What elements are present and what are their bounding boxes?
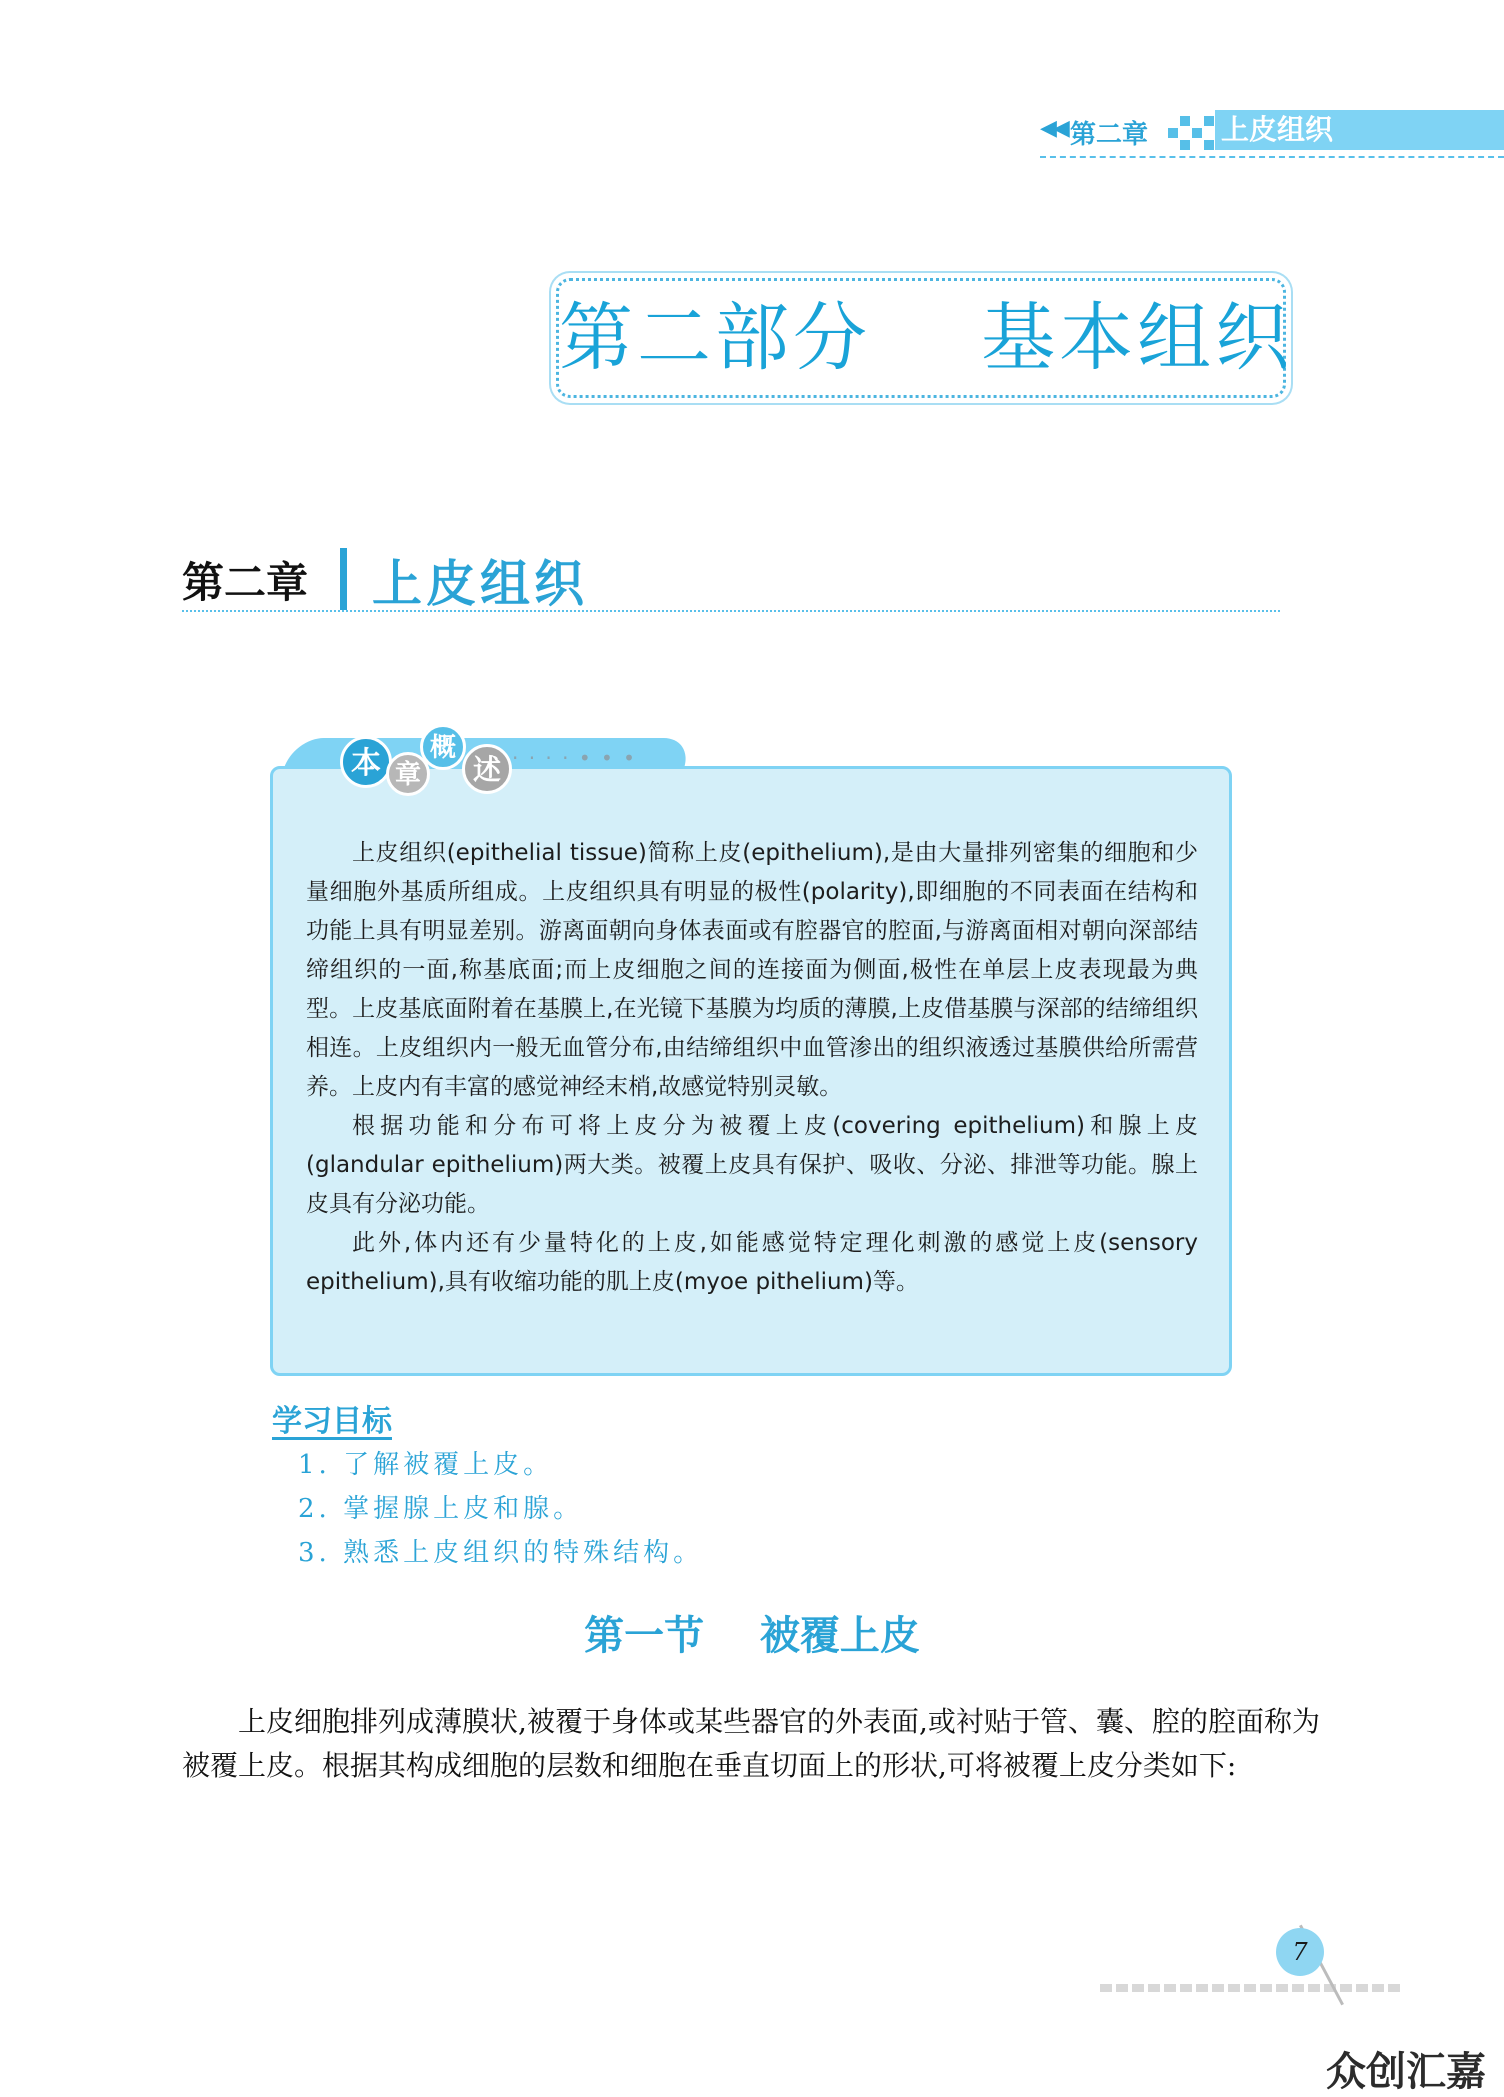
learning-goal-item: 1. 了解被覆上皮。: [298, 1450, 554, 1480]
section-body: [182, 1700, 1320, 1788]
body-paragraph: 上皮细胞排列成薄膜状,被覆于身体或某些器官的外表面,或衬贴于管、囊、腔的腔面称为被覆上皮。根据其构成细胞的层数和细胞在垂直切面上的形状,可将被覆上皮分类如下:: [182, 1705, 1320, 1782]
overview-dots-decoration: · · · · • • •: [512, 746, 637, 770]
chapter-rule: [182, 610, 1280, 612]
running-header-title: 上皮组织: [1221, 113, 1334, 146]
chapter-number: 第二章: [182, 558, 309, 607]
overview-badge: 本: [340, 736, 392, 788]
running-header-rule: [1040, 156, 1504, 158]
page-number: 7: [1292, 1938, 1308, 1966]
part-title-frame: [556, 278, 1294, 398]
overview-paragraph: 上皮组织(epithelial tissue)简称上皮(epithelium),是由大量排列密集的细胞和少量细胞外基质所组成。上皮组织具有明显的极性(polarity),即细胞的不同表面在结构和功能上具有明显差别。游离面朝向身体表面或有腔器官的腔面,与游离面相对朝向深部结缔组织的一面,称基底面;而上皮细胞之间的连接面为侧面,极性在单层上皮表现最为典型。上皮基底面附着在基膜上,在光镜下基膜为均质的薄膜,上皮借基膜与深部的结缔组织相连。上皮组织内一般无血管分布,由结缔组织中血管渗出的组织液透过基膜供给所需营养。上皮内有丰富的感觉神经末梢,故感觉特别灵敏。: [306, 840, 1198, 1100]
overview-text: [306, 834, 1198, 1302]
overview-badge: 述: [462, 744, 512, 794]
footer-dashed-bar: [1100, 1984, 1400, 1992]
running-header-bar: [1215, 110, 1504, 150]
learning-goal-item: 3. 熟悉上皮组织的特殊结构。: [298, 1538, 704, 1568]
overview-badge: 概: [420, 724, 466, 770]
overview-paragraph: 此外,体内还有少量特化的上皮,如能感觉特定理化刺激的感觉上皮(sensory epithelium),具有收缩功能的肌上皮(myoe pithelium)等。: [306, 1230, 1198, 1295]
part-title: 第二部分 基本组织: [559, 295, 1294, 381]
running-header-chapter: 第二章: [1070, 120, 1149, 150]
chapter-divider-bar: [340, 548, 347, 610]
page-number-badge: [1276, 1928, 1324, 1976]
learning-goal-item: 2. 掌握腺上皮和腺。: [298, 1494, 584, 1524]
checker-decoration: [1168, 116, 1218, 150]
section-title: 第一节 被覆上皮: [584, 1613, 920, 1659]
learning-goals-heading: 学习目标: [272, 1404, 392, 1439]
chapter-title: 上皮组织: [372, 554, 588, 613]
overview-paragraph: 根据功能和分布可将上皮分为被覆上皮(covering epithelium)和腺上皮(glandular epithelium)两大类。被覆上皮具有保护、吸收、分泌、排泄等功能。腺上皮具有分泌功能。: [306, 1113, 1198, 1217]
watermark: 众创汇嘉: [1326, 2049, 1486, 2095]
overview-badge: 章: [386, 752, 430, 796]
running-header: [1040, 108, 1504, 154]
double-arrow-left-icon: ◀◀: [1040, 116, 1066, 141]
